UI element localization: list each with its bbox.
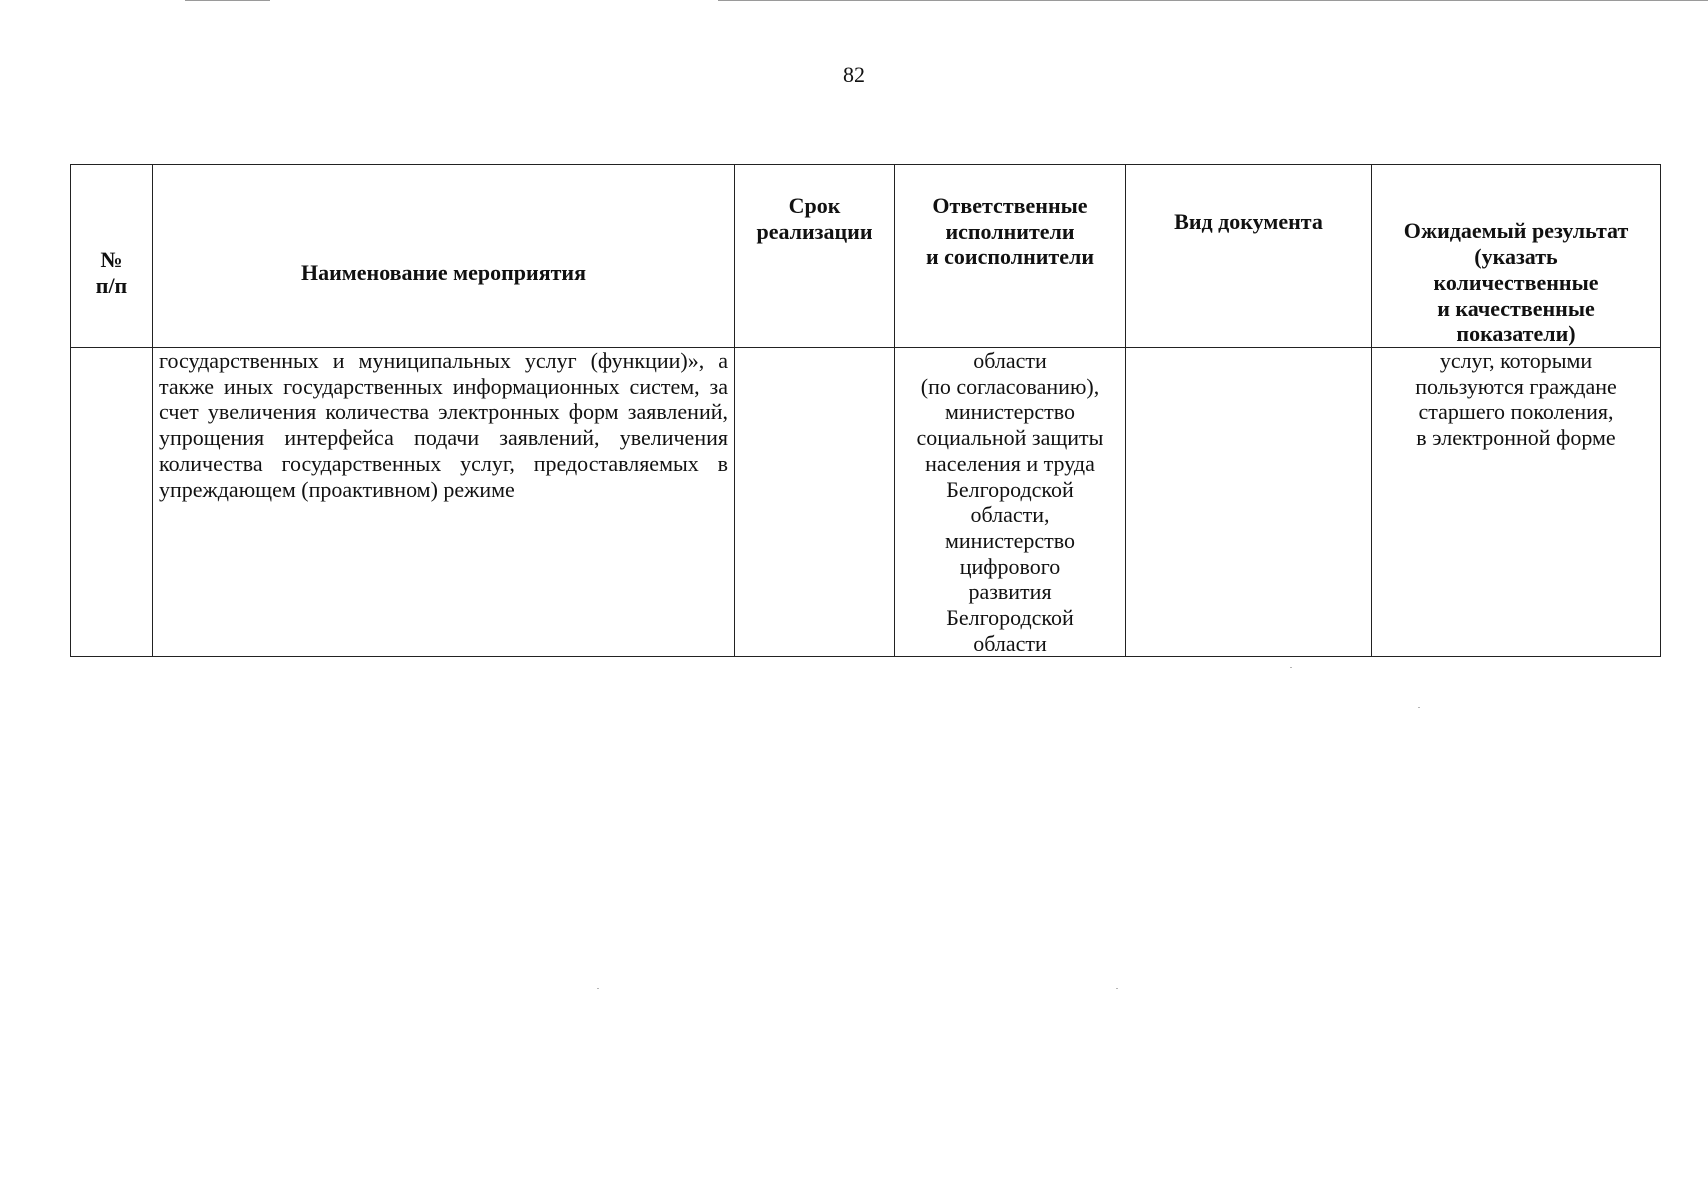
- page-number: 82: [843, 62, 865, 87]
- cell-activity-name: государственных и муниципальных услуг (функции)», а также иных государственных информационных систем, за счет увеличения количества электронных форм заявлений, упрощения интерфейса подачи заявлений, увеличения количества государственных услуг, предоставляемых в упреждающем (проактивном) режиме: [153, 348, 735, 657]
- header-activity-name: Наименование мероприятия: [153, 165, 735, 348]
- cell-number: [71, 348, 153, 657]
- header-term: Срок реализации: [735, 165, 895, 348]
- table-header: [71, 165, 1661, 348]
- scan-edge-line-right: [718, 0, 1708, 1]
- cell-term: [735, 348, 895, 657]
- header-expected-result: Ожидаемый результат (указать количественные и качественные показатели): [1372, 165, 1661, 348]
- scan-edge-line-left: [185, 0, 270, 1]
- activities-table: [70, 164, 1661, 657]
- scan-speck: [1290, 667, 1292, 668]
- header-row: [71, 165, 1661, 348]
- header-number: № п/п: [71, 165, 153, 348]
- header-document-type: Вид документа: [1126, 165, 1372, 348]
- table-row: [71, 348, 1661, 657]
- cell-expected-result: услуг, которыми пользуются граждане старшего поколения, в электронной форме: [1372, 348, 1661, 657]
- cell-document-type: [1126, 348, 1372, 657]
- scan-speck: [1116, 988, 1118, 989]
- cell-responsible: области (по согласованию), министерство социальной защиты населения и труда Белгородской области, министерство цифрового развития Белгородской области: [895, 348, 1126, 657]
- scan-speck: [1418, 707, 1420, 708]
- table-body: [71, 348, 1661, 657]
- scan-speck: [597, 988, 599, 989]
- header-responsible: Ответственные исполнители и соисполнители: [895, 165, 1126, 348]
